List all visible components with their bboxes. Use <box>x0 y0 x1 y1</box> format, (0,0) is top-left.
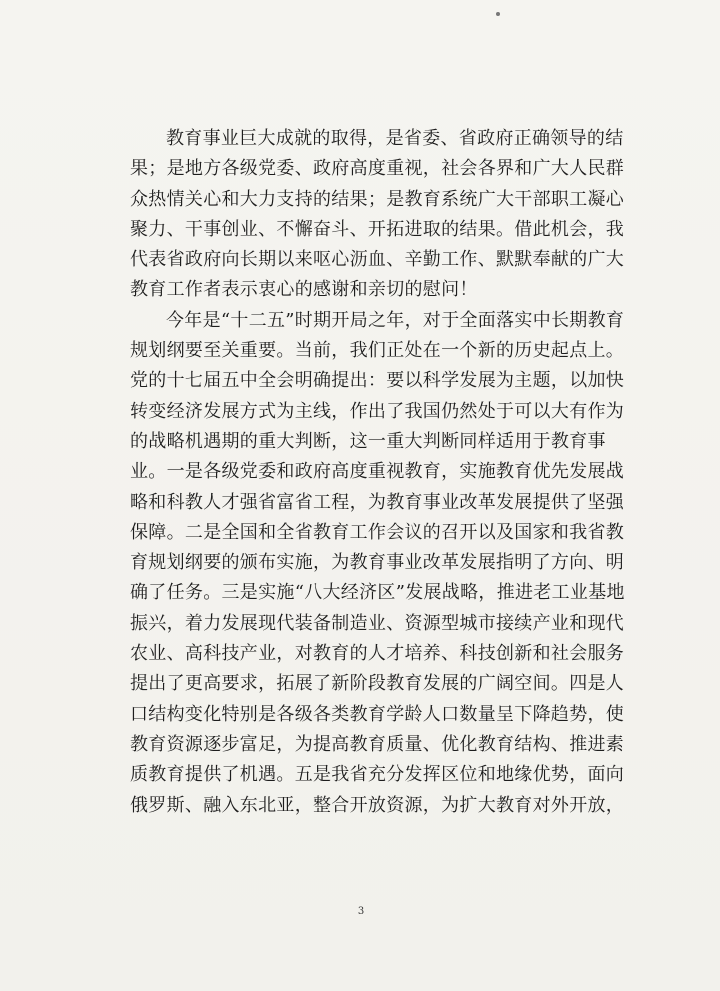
text-line: 农业、高科技产业，对教育的人才培养、科技创新和社会服务 <box>130 643 625 665</box>
text-line: 今年是“十二五”时期开局之年，对于全面落实中长期教育 <box>166 309 625 331</box>
text-line: 口结构变化特别是各级各类教育学龄人口数量呈下降趋势，使 <box>130 703 625 725</box>
text-line: 略和科教人才强省富省工程，为教育事业改革发展提供了坚强 <box>130 491 625 513</box>
text-line: 党的十七届五中全会明确提出：要以科学发展为主题，以加快 <box>130 370 625 392</box>
text-line: 业。一是各级党委和政府高度重视教育，实施教育优先发展战 <box>130 461 625 483</box>
text-line: 转变经济发展方式为主线，作出了我国仍然处于可以大有作为 <box>130 400 625 422</box>
text-line: 教育事业巨大成就的取得，是省委、省政府正确领导的结 <box>166 128 624 149</box>
text-line: 规划纲要至关重要。当前，我们正处在一个新的历史起点上。 <box>130 340 625 362</box>
text-line: 育规划纲要的颁布实施，为教育事业改革发展指明了方向、明 <box>130 552 625 574</box>
text-line: 质教育提供了机遇。五是我省充分发挥区位和地缘优势，面向 <box>130 764 625 786</box>
text-line: 的战略机遇期的重大判断，这一重大判断同样适用于教育事 <box>130 430 606 452</box>
page-number: 3 <box>357 906 365 917</box>
text-line: 振兴，着力发展现代装备制造业、资源型城市接续产业和现代 <box>130 612 625 634</box>
text-line: 确了任务。三是实施“八大经济区”发展战略，推进老工业基地 <box>130 582 625 604</box>
paragraph-1 <box>130 124 625 306</box>
text-line: 保障。二是全国和全省教育工作会议的召开以及国家和我省教 <box>130 521 625 543</box>
text-line: 教育工作者表示衷心的感谢和亲切的慰问！ <box>130 279 478 301</box>
text-line: 代表省政府向长期以来呕心沥血、辛勤工作、默默奉献的广大 <box>130 249 625 271</box>
body-text <box>130 124 625 821</box>
text-line: 教育资源逐步富足，为提高教育质量、优化教育结构、推进素 <box>130 733 625 755</box>
text-line: 俄罗斯、融入东北亚，整合开放资源，为扩大教育对外开放， <box>130 794 625 816</box>
text-line: 聚力、干事创业、不懈奋斗、开拓进取的结果。借此机会，我 <box>130 218 625 240</box>
text-line: 众热情关心和大力支持的结果；是教育系统广大干部职工凝心 <box>130 188 625 210</box>
paragraph-2 <box>130 306 625 821</box>
text-line: 提出了更高要求，拓展了新阶段教育发展的广阔空间。四是人 <box>130 673 625 695</box>
scan-dot <box>496 12 500 16</box>
text-line: 果；是地方各级党委、政府高度重视，社会各界和广大人民群 <box>130 158 625 180</box>
